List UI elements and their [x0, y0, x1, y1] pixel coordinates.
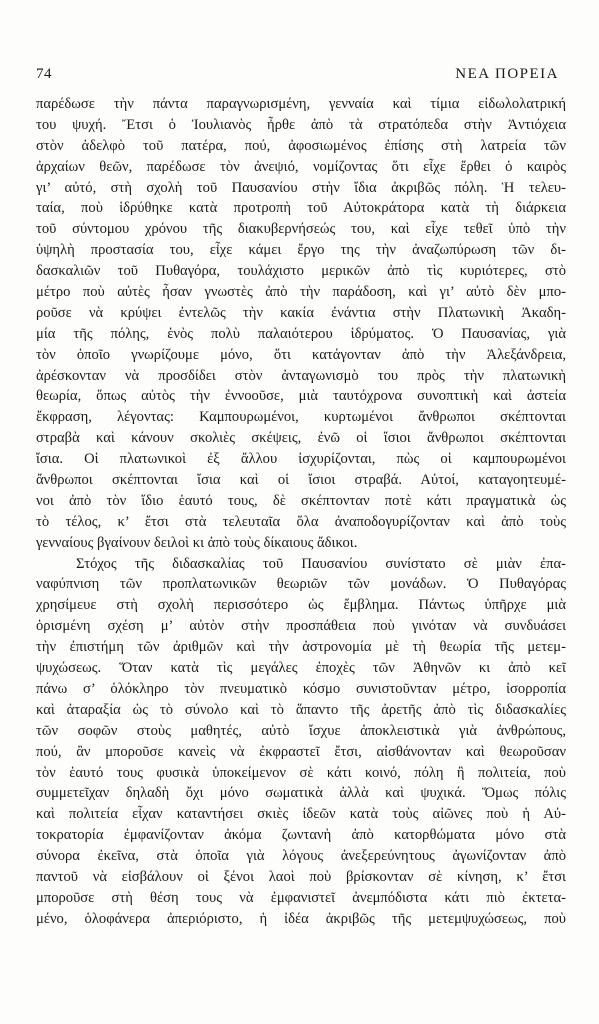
text-line: νοι ἀπὸ τὸν ἴδιο ἑαυτό τους, δὲ σκέπτονταν ποτὲ κάτι πραγματικὰ ὡς	[36, 492, 566, 509]
text-line: στὸν ἀδελφὸ τοῦ πατέρα, πού, ἀφοσιωμένος ἐπίσης στὴ λατρεία τῶν	[36, 137, 566, 154]
paragraph	[36, 554, 566, 930]
text-line: ροῦσε νὰ κρύψει ἐντελῶς τὴν κακία ἐνάντια στὴν Πλατωνικὴ Ἀκαδη-	[36, 304, 566, 321]
text-line: καὶ ἀταραξία ὡς τὸ σύνολο καὶ τὸ ἅπαντο τῆς ἀρετῆς ἀπὸ τὶς διδασκαλίες	[36, 701, 566, 718]
text-line: τοκρατορία ἐμφανίζονταν ἀκόμα ζωντανὴ ἀπὸ κατορθώματα μόνο στὰ	[36, 827, 566, 844]
text-line: μένο, ὁλοφάνερα ἀπεριόριστο, ἡ ἰδέα ἀκριβῶς τῆς μετεμψυχώσεως, ποὺ	[36, 910, 566, 927]
text-line: του ψυχή. Ἔτσι ὁ Ἰουλιανὸς ἦρθε ἀπὸ τὰ στρατόπεδα στὴν Ἀντιόχεια	[36, 116, 566, 133]
text-line: τῶν σοφῶν στοὺς μαθητές, αὐτὸ ἴσχυε ἀποκλειστικὰ γιὰ ἀνθρώπους,	[36, 722, 566, 739]
text-line: σύνορα ἐκεῖνα, στὰ ὁποῖα γιὰ λόγους ἀνεξερεύνητους ἀγωνίζονταν ἀπὸ	[36, 848, 566, 865]
page-header	[36, 66, 559, 86]
text-line: Στόχος τῆς διδασκαλίας τοῦ Παυσανίου συνίστατο σὲ μιὰν ἐπα-	[76, 555, 566, 572]
text-line: πάνω σ’ ὁλόκληρο τὸν πνευματικὸ κόσμο συνιστοῦνταν μέτρο, ἰσορροπία	[36, 680, 566, 697]
text-line: τὸν ὁποῖο γνωρίζουμε μόνο, ὅτι κατάγονταν ἀπὸ τὴν Ἀλεξάνδρεια,	[36, 346, 566, 363]
text-line: ἀρχαίων θεῶν, παρέδωσε τὸν ἀνεψιό, νομίζοντας ὅτι εἶχε ἔρθει ὁ καιρὸς	[36, 158, 566, 175]
body-text	[36, 94, 566, 930]
text-line: ὁρισμένη σχέση μ’ αὐτὸν στὴν προσπάθεια ποὺ γινόταν νὰ συνδυάσει	[36, 618, 566, 635]
text-line: δασκαλιῶν τοῦ Πυθαγόρα, τουλάχιστο μερικῶν ἀπὸ τὶς κυριότερες, στὸ	[36, 263, 566, 280]
text-line: ναφύπνιση τῶν προπλατωνικῶν θεωριῶν τῶν μονάδων. Ὁ Πυθαγόρας	[36, 576, 566, 593]
paragraph	[36, 94, 566, 554]
text-line: ὑψηλὴ προστασία του, εἶχε κάμει ἔργο της τὴν ἀναζωπύρωση τῶν δι-	[36, 242, 566, 259]
text-line: παρέδωσε τὴν πάντα παραγνωρισμένη, γενναία καὶ τίμια εἰδωλολατρική	[36, 96, 566, 112]
text-line: ἄνθρωποι σκέπτονται ἴσια καὶ οἱ ἴσιοι στραβά. Αὐτοί, καταγοητευμέ-	[36, 472, 566, 489]
text-line: μποροῦσε στὴ θέση τους νὰ ἐμφανιστεῖ ἀνεμπόδιστα κάτι πιὸ ἐκτετα-	[36, 889, 566, 906]
text-line: παντοῦ νὰ εἰσβάλουν οἱ ξένοι λαοὶ ποὺ βρίσκονταν σὲ κίνηση, κ’ ἔτσι	[36, 868, 566, 885]
text-line: τὴν ἐπιστήμη τῶν ἀριθμῶν καὶ τὴν ἀστρονομία μὲ τὴ θεωρία τῆς μετεμ-	[36, 639, 566, 656]
text-line: ἔκφραση, λέγοντας: Καμπουρωμένοι, κυρτωμένοι ἄνθρωποι σκέπτονται	[36, 409, 566, 426]
text-line: ταία, ποὺ ἱδρύθηκε κατὰ προτροπὴ τοῦ Αὐτοκράτορα κατὰ τὴ διάρκεια	[36, 200, 566, 217]
text-line: μία τῆς πόλης, ἑνὸς πολὺ παλαιότερου ἱδρύματος. Ὁ Παυσανίας, γιὰ	[36, 325, 566, 342]
text-line: τοῦ σύντομου χρόνου τῆς διακυβερνήσεώς του, καὶ εἶχε τεθεῖ ὑπὸ τὴν	[36, 221, 566, 238]
text-line: θεωρία, ὅπως αὐτὸς τὴν ἐννοοῦσε, μιὰ ταυτόχρονα συνοπτικὴ καὶ ἀστεία	[36, 388, 566, 405]
text-line: καὶ πολιτεία εἶχαν καταντήσει σκιὲς ἰδεῶν κατὰ τοὺς αἰῶνες ποὺ ἡ Αὐ-	[36, 806, 566, 823]
text-line: ἀρέσκονταν νὰ προσδίδει στὸν ἀνταγωνισμὸ του πρὸς τὴν πλατωνικὴ	[36, 367, 566, 384]
text-line: ἴσια. Οἱ πλατωνικοὶ ἐξ ἄλλου ἰσχυρίζονται, πὼς οἱ καμπουρωμένοι	[36, 451, 566, 468]
text-line: πού, ἂν μποροῦσε κανεὶς νὰ ἐκφραστεῖ ἔτσι, αἰσθάνονταν καὶ θεωροῦσαν	[36, 743, 566, 760]
running-head: ΝΕΑ ΠΟΡΕΙΑ	[455, 66, 559, 82]
text-line: τὸ τέλος, κ’ ἔτσι στὰ τελευταῖα ὅλα ἀναποδογυρίζονταν καὶ ἀπὸ τοὺς	[36, 513, 566, 530]
page-number: 74	[36, 66, 52, 82]
text-line: γι’ αὐτό, στὴ σχολὴ τοῦ Παυσανίου στὴν ἴδια ἀκριβῶς πόλη. Ἡ τελευ-	[36, 179, 566, 196]
text-line: ψυχώσεως. Ὅταν κατὰ τὶς μεγάλες ἐποχὲς τῶν Ἀθηνῶν κι ἀπὸ κεῖ	[36, 660, 566, 677]
text-line: χρησίμευε στὴ σχολὴ περισσότερο ὡς ἔμβλημα. Πάντως ὑπῆρχε μιὰ	[36, 597, 566, 614]
text-line: συμμετεῖχαν δηλαδὴ ὄχι μόνο σωματικὰ ἀλλὰ καὶ ψυχικά. Ὅμως πόλις	[36, 785, 566, 802]
text-line: στραβὰ καὶ κάνουν σκολιὲς σκέψεις, ἐνῶ οἱ ἴσιοι ἄνθρωποι σκέπτονται	[36, 430, 566, 447]
text-line: τὸν ἑαυτό τους φυσικὰ ὑποκείμενον σὲ κάτι κοινό, πόλη ἢ πολιτεία, ποὺ	[36, 764, 566, 781]
text-line: μέτρο ποὺ αὐτὲς ἦσαν γνωστὲς ἀπὸ τὴν παράδοση, καὶ γι’ αὐτὸ δὲν μπο-	[36, 284, 566, 301]
text-line: γενναίους βγαίνουν δειλοὶ κι ἀπὸ τοὺς δίκαιους ἄδικοι.	[36, 534, 358, 551]
